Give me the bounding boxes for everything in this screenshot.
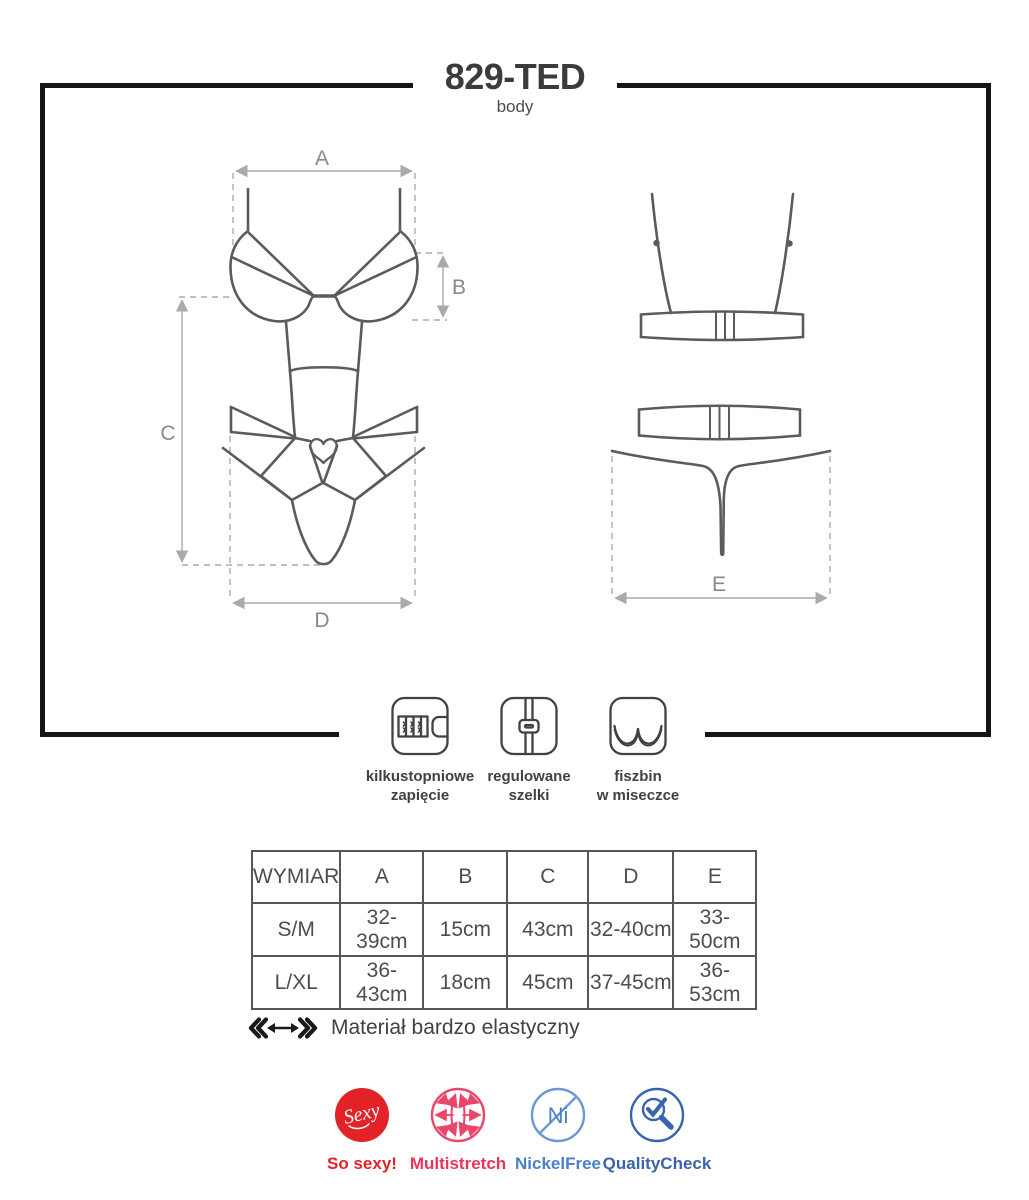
badge-so-sexy (307, 1086, 417, 1174)
size-table (251, 850, 757, 1010)
col-header-e: E (673, 851, 756, 903)
feature-label: regulowane szelki (487, 768, 571, 804)
stretch-arrows-icon (248, 1017, 318, 1039)
page-title: 829-TED (444, 56, 586, 97)
material-note (248, 1016, 580, 1040)
feature-underwire (583, 696, 693, 806)
feature-adjustable-straps (474, 696, 584, 806)
feature-hook-closure (365, 696, 475, 806)
badge-label: So sexy! (327, 1154, 397, 1173)
col-header-b: B (423, 851, 507, 903)
value-cell: 18cm (423, 956, 507, 1009)
dim-label-b: B (452, 276, 467, 299)
value-cell: 32-40cm (588, 903, 673, 956)
multistretch-icon (429, 1086, 487, 1144)
dim-label-d: D (314, 609, 330, 632)
dim-label-c: C (160, 422, 176, 445)
col-header-a: A (340, 851, 423, 903)
table-row-sm (252, 903, 756, 956)
material-note-text: Materiał bardzo elastyczny (331, 1016, 580, 1039)
col-header-c: C (507, 851, 588, 903)
value-cell: 32-39cm (340, 903, 423, 956)
size-cell: L/XL (252, 956, 340, 1009)
value-cell: 45cm (507, 956, 588, 1009)
badge-label: Multistretch (409, 1154, 507, 1173)
underwire-cup-icon (609, 696, 667, 756)
title-block (413, 58, 617, 117)
col-header-d: D (588, 851, 673, 903)
quality-check-icon (628, 1086, 686, 1144)
badge-nickel-free (503, 1086, 613, 1174)
sexy-circle-text: Sexy (341, 1099, 383, 1129)
value-cell: 43cm (507, 903, 588, 956)
col-header-wymiar: WYMIAR (252, 851, 340, 903)
badge-label: QualityCheck (602, 1154, 712, 1173)
value-cell: 36-43cm (340, 956, 423, 1009)
badge-multistretch (403, 1086, 513, 1174)
badge-label: NickelFree (515, 1154, 601, 1173)
hook-closure-icon (391, 696, 449, 756)
dim-label-a: A (314, 147, 330, 170)
table-row-lxl (252, 956, 756, 1009)
page-subtitle: body (496, 96, 534, 116)
size-cell: S/M (252, 903, 340, 956)
value-cell: 36-53cm (673, 956, 756, 1009)
badge-quality-check (602, 1086, 712, 1174)
adjustable-straps-icon (500, 696, 558, 756)
value-cell: 33-50cm (673, 903, 756, 956)
sexy-badge-icon (333, 1086, 391, 1144)
feature-label: fiszbin w miseczce (596, 768, 680, 804)
nickel-free-icon (529, 1086, 587, 1144)
value-cell: 37-45cm (588, 956, 673, 1009)
nickel-circle-text: Ni (547, 1103, 569, 1128)
value-cell: 15cm (423, 903, 507, 956)
dimension-lines (179, 171, 830, 603)
bodysuit-front-view (223, 189, 424, 564)
feature-label: kilkustopniowe zapięcie (365, 768, 475, 804)
dim-label-e: E (711, 573, 727, 596)
size-table-header-row (252, 851, 756, 903)
bodysuit-back-view (612, 194, 830, 555)
